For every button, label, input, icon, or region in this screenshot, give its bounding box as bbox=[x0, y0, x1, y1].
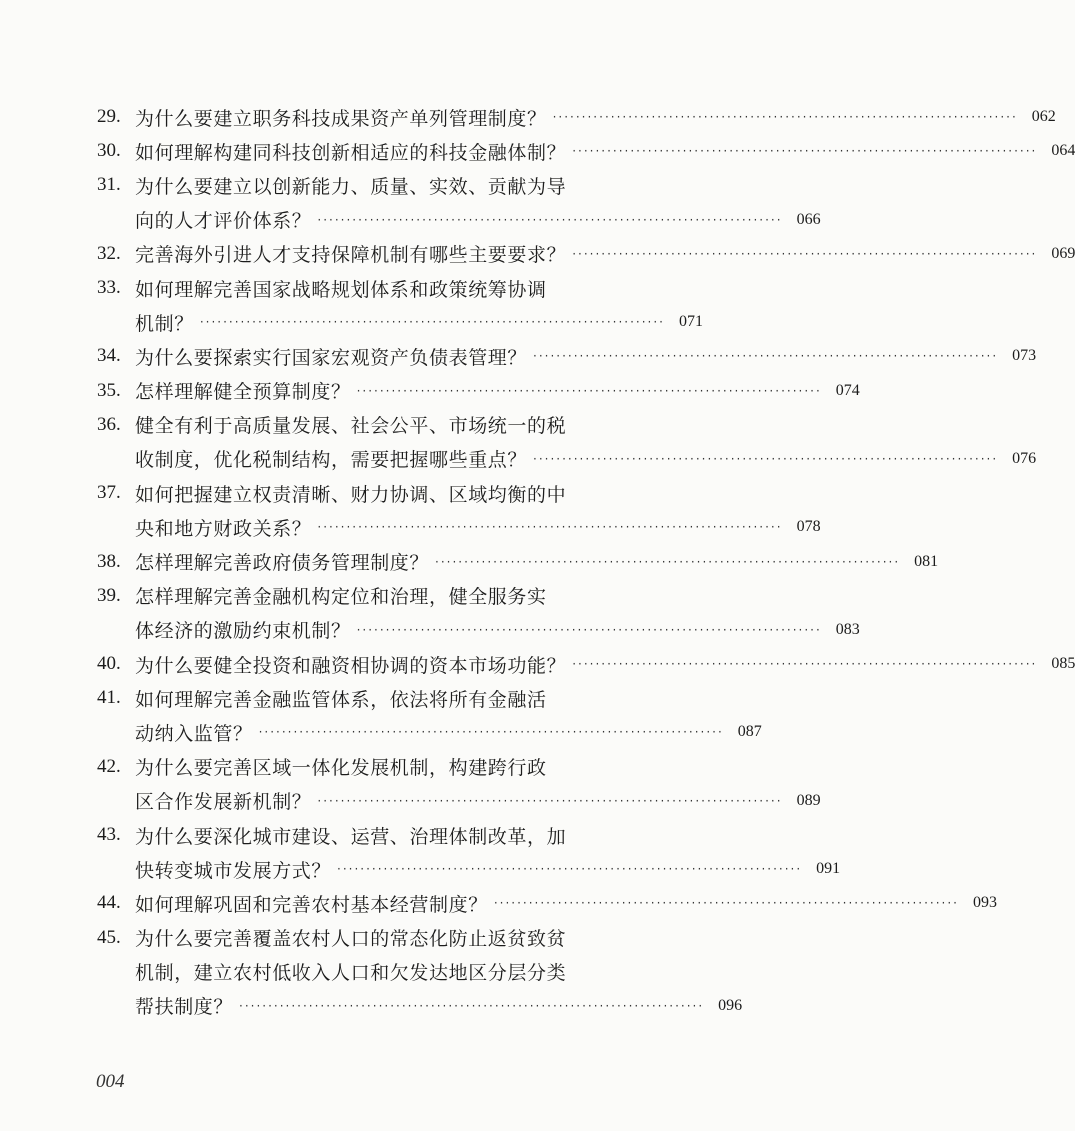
toc-entry-page[interactable]: 096 bbox=[718, 996, 743, 1014]
toc-leader-dots: ················································································ bbox=[317, 793, 783, 808]
toc-entry-line bbox=[97, 476, 697, 510]
toc-entry-line bbox=[97, 510, 821, 544]
toc-entry-page[interactable]: 083 bbox=[835, 620, 860, 638]
toc-entry-line bbox=[97, 579, 697, 613]
toc-entry-number: 32. bbox=[97, 242, 121, 264]
toc-entry-page[interactable]: 089 bbox=[796, 791, 821, 809]
toc-entry-title: 区合作发展新机制？ bbox=[135, 791, 312, 814]
toc-entry-title: 央和地方财政关系？ bbox=[135, 517, 312, 540]
toc-entry-title: 为什么要完善覆盖农村人口的常态化防止返贫致贫 bbox=[135, 928, 567, 951]
toc-entry-page[interactable]: 093 bbox=[972, 894, 997, 912]
toc-leader-dots: ················································································ bbox=[533, 349, 999, 364]
toc-entry-number: 30. bbox=[97, 140, 121, 162]
toc-entry-number: 31. bbox=[97, 174, 121, 196]
toc-entry-page[interactable]: 064 bbox=[1051, 142, 1075, 160]
toc-entry-page[interactable]: 085 bbox=[1051, 655, 1075, 673]
toc-entry-number: 29. bbox=[97, 106, 121, 128]
toc-entry-page[interactable]: 081 bbox=[914, 552, 939, 570]
toc-entry-number: 44. bbox=[97, 892, 121, 914]
toc-entry-page[interactable]: 071 bbox=[678, 313, 703, 331]
toc-entry[interactable] bbox=[97, 647, 1075, 681]
toc-entry-line bbox=[97, 613, 860, 647]
toc-entry-line bbox=[97, 408, 697, 442]
toc-entry-title: 帮扶制度？ bbox=[135, 996, 234, 1019]
toc-entry-page[interactable]: 091 bbox=[816, 860, 841, 878]
toc-entry[interactable] bbox=[97, 476, 821, 544]
toc-entry-title: 体经济的激励约束机制？ bbox=[135, 620, 351, 643]
toc-entry-title: 收制度，优化税制结构，需要把握哪些重点？ bbox=[135, 449, 528, 472]
toc-entry-line bbox=[97, 442, 1037, 476]
toc-entry-line bbox=[97, 989, 743, 1023]
toc-entry-page[interactable]: 078 bbox=[796, 518, 821, 536]
toc-entry-title: 为什么要深化城市建设、运营、治理体制改革，加 bbox=[135, 825, 567, 848]
toc-entry-title: 机制，建立农村低收入人口和欠发达地区分层分类 bbox=[135, 962, 567, 985]
toc-entry-number: 33. bbox=[97, 277, 121, 299]
page-number: 004 bbox=[96, 1071, 125, 1092]
toc-leader-dots: ················································································ bbox=[493, 896, 959, 911]
toc-leader-dots: ················································································ bbox=[356, 383, 822, 398]
toc-entry[interactable] bbox=[97, 168, 821, 236]
toc-entry-title: 如何理解完善国家战略规划体系和政策统筹协调 bbox=[135, 278, 547, 301]
toc-entry-line bbox=[97, 886, 997, 920]
toc-entry-title: 动纳入监管？ bbox=[135, 722, 253, 745]
toc-entry-number: 43. bbox=[97, 824, 121, 846]
toc-entry-title: 快转变城市发展方式？ bbox=[135, 859, 332, 882]
toc-entry-title: 完善海外引进人才支持保障机制有哪些主要要求？ bbox=[135, 244, 567, 267]
toc-entry-line bbox=[97, 374, 860, 408]
toc-entry-line bbox=[97, 681, 697, 715]
toc-entry-title: 机制？ bbox=[135, 312, 194, 335]
toc-entry[interactable] bbox=[97, 100, 1056, 134]
toc-entry[interactable] bbox=[97, 339, 1037, 373]
toc-entry-number: 37. bbox=[97, 482, 121, 504]
toc-entry-page[interactable]: 066 bbox=[796, 210, 821, 228]
toc-entry[interactable] bbox=[97, 579, 860, 647]
toc-entry-line bbox=[97, 921, 697, 955]
toc-entry[interactable] bbox=[97, 818, 841, 886]
toc-entry-line bbox=[97, 100, 1056, 134]
toc-entry-page[interactable]: 073 bbox=[1012, 347, 1037, 365]
toc-leader-dots: ················································································ bbox=[572, 144, 1038, 159]
toc-entry-title: 怎样理解完善金融机构定位和治理，健全服务实 bbox=[135, 586, 547, 609]
toc-entry-title: 为什么要探索实行国家宏观资产负债表管理？ bbox=[135, 346, 528, 369]
toc-entry-number: 39. bbox=[97, 584, 121, 606]
toc-entry-title: 为什么要建立职务科技成果资产单列管理制度？ bbox=[135, 107, 547, 130]
toc-leader-dots: ················································································ bbox=[552, 110, 1018, 125]
toc-entry-line bbox=[97, 237, 1075, 271]
toc-entry-line bbox=[97, 818, 697, 852]
toc-leader-dots: ················································································ bbox=[356, 622, 822, 637]
table-of-contents bbox=[97, 100, 1075, 1023]
toc-entry-line bbox=[97, 544, 939, 578]
toc-entry-line bbox=[97, 168, 697, 202]
toc-entry-line bbox=[97, 852, 841, 886]
toc-entry-line bbox=[97, 784, 821, 818]
toc-entry-line bbox=[97, 647, 1075, 681]
toc-entry-title: 为什么要建立以创新能力、质量、实效、贡献为导 bbox=[135, 175, 567, 198]
toc-entry-line bbox=[97, 203, 821, 237]
toc-entry[interactable] bbox=[97, 681, 762, 749]
toc-entry-number: 36. bbox=[97, 413, 121, 435]
toc-entry[interactable] bbox=[97, 544, 939, 578]
toc-leader-dots: ················································································ bbox=[572, 657, 1038, 672]
toc-entry[interactable] bbox=[97, 886, 997, 920]
toc-entry[interactable] bbox=[97, 134, 1075, 168]
toc-leader-dots: ················································································ bbox=[317, 520, 783, 535]
toc-entry[interactable] bbox=[97, 408, 1037, 476]
toc-entry-line bbox=[97, 305, 703, 339]
toc-entry-title: 为什么要完善区域一体化发展机制，构建跨行政 bbox=[135, 757, 547, 780]
toc-entry[interactable] bbox=[97, 750, 821, 818]
toc-entry-title: 怎样理解健全预算制度？ bbox=[135, 381, 351, 404]
toc-entry[interactable] bbox=[97, 271, 703, 339]
toc-entry-page[interactable]: 076 bbox=[1012, 449, 1037, 467]
toc-entry-number: 35. bbox=[97, 379, 121, 401]
toc-entry-title: 怎样理解完善政府债务管理制度？ bbox=[135, 552, 430, 575]
toc-entry-title: 向的人才评价体系？ bbox=[135, 210, 312, 233]
toc-entry-line bbox=[97, 339, 1037, 373]
toc-leader-dots: ················································································ bbox=[572, 246, 1038, 261]
toc-entry-line bbox=[97, 715, 762, 749]
toc-leader-dots: ················································································ bbox=[199, 315, 665, 330]
toc-entry-line bbox=[97, 134, 1075, 168]
toc-leader-dots: ················································································ bbox=[317, 212, 783, 227]
toc-entry-line bbox=[97, 955, 697, 989]
toc-entry-title: 健全有利于高质量发展、社会公平、市场统一的税 bbox=[135, 415, 567, 438]
toc-entry-page[interactable]: 069 bbox=[1051, 244, 1075, 262]
toc-leader-dots: ················································································ bbox=[239, 998, 705, 1013]
toc-entry-title: 如何理解完善金融监管体系，依法将所有金融活 bbox=[135, 688, 547, 711]
toc-leader-dots: ················································································ bbox=[258, 725, 724, 740]
toc-leader-dots: ················································································ bbox=[533, 451, 999, 466]
toc-entry[interactable] bbox=[97, 921, 743, 1024]
toc-entry-page[interactable]: 062 bbox=[1031, 108, 1056, 126]
toc-entry-number: 45. bbox=[97, 926, 121, 948]
toc-entry[interactable] bbox=[97, 237, 1075, 271]
toc-entry-title: 如何把握建立权责清晰、财力协调、区域均衡的中 bbox=[135, 483, 567, 506]
toc-entry-line bbox=[97, 271, 697, 305]
toc-entry-number: 41. bbox=[97, 687, 121, 709]
toc-entry-number: 42. bbox=[97, 755, 121, 777]
toc-entry-number: 34. bbox=[97, 345, 121, 367]
toc-leader-dots: ················································································ bbox=[435, 554, 901, 569]
toc-entry-title: 为什么要健全投资和融资相协调的资本市场功能？ bbox=[135, 654, 567, 677]
toc-entry-title: 如何理解构建同科技创新相适应的科技金融体制？ bbox=[135, 141, 567, 164]
toc-entry-number: 40. bbox=[97, 653, 121, 675]
toc-entry[interactable] bbox=[97, 374, 860, 408]
toc-entry-title: 如何理解巩固和完善农村基本经营制度？ bbox=[135, 893, 488, 916]
toc-leader-dots: ················································································ bbox=[337, 862, 803, 877]
toc-entry-number: 38. bbox=[97, 550, 121, 572]
toc-entry-line bbox=[97, 750, 697, 784]
toc-entry-page[interactable]: 074 bbox=[835, 381, 860, 399]
toc-entry-page[interactable]: 087 bbox=[737, 723, 762, 741]
